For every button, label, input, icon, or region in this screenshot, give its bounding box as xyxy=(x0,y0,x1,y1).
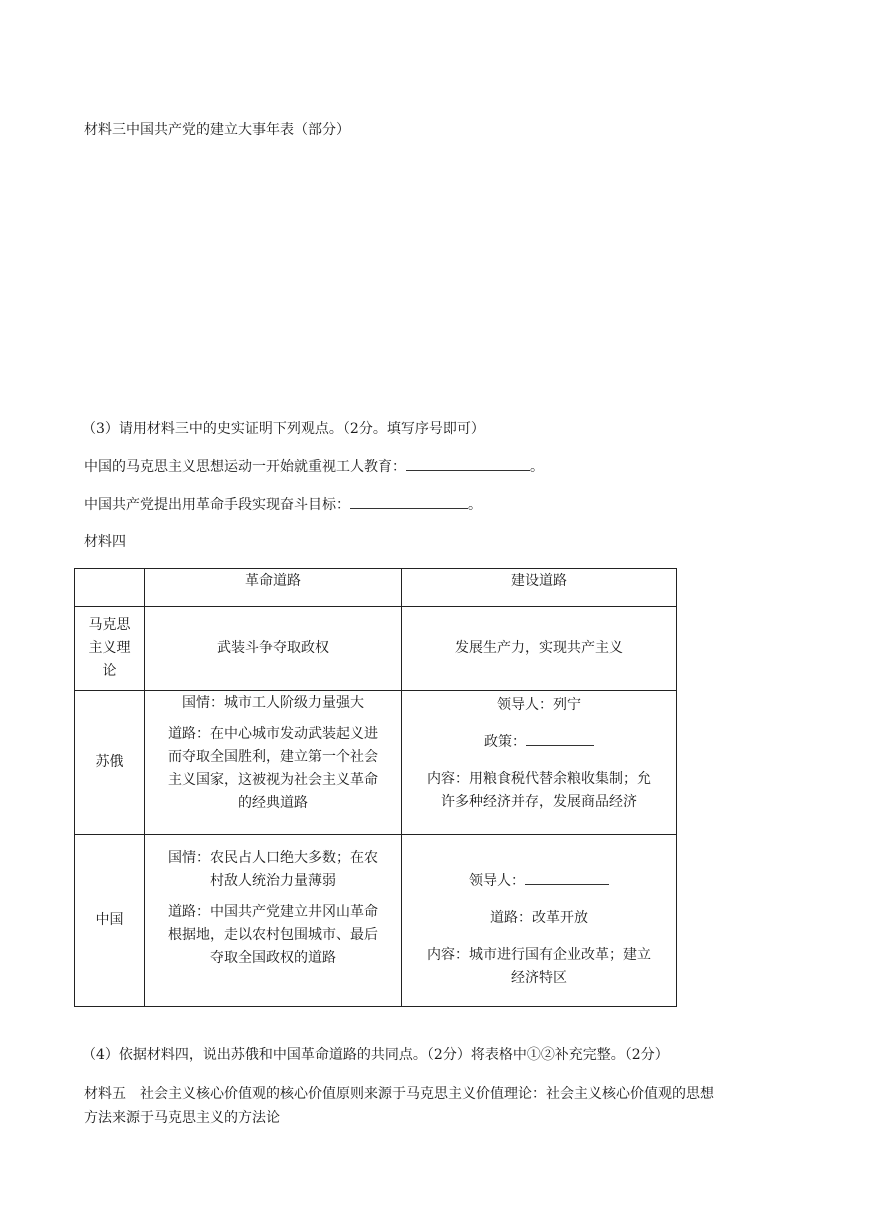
russia-content xyxy=(402,768,676,814)
material5-line: 方法来源于马克思主义的方法论 xyxy=(84,1110,280,1126)
q4-prompt: （4）依据材料四，说出苏俄和中国革命道路的共同点。（2分）将表格中①②补充完整。（2分） xyxy=(82,1047,669,1063)
china-road-line: 道路：中国共产党建立井冈山革命 xyxy=(168,904,378,920)
q3-line1-text: 中国的马克思主义思想运动一开始就重视工人教育： xyxy=(84,459,406,475)
q3-answer-blank-2[interactable] xyxy=(350,494,468,509)
material5-line: 材料五 社会主义核心价值观的核心价值原则来源于马克思主义价值理论：社会主义核心价值观的思想 xyxy=(84,1086,714,1102)
russia-road xyxy=(145,723,401,815)
material4-table xyxy=(74,568,677,1007)
china-road-reform: 道路：改革开放 xyxy=(490,910,588,926)
q3-answer-blank-1[interactable] xyxy=(406,456,530,471)
table-header-row xyxy=(75,569,677,607)
china-leader-blank[interactable] xyxy=(525,870,609,885)
material5 xyxy=(84,1082,784,1130)
russia-road-line: 而夺取全国胜利，建立第一个社会 xyxy=(168,749,378,765)
table-row-china xyxy=(75,835,677,1007)
russia-road-line: 的经典道路 xyxy=(238,795,308,811)
q3-end-mark-1: 。 xyxy=(530,459,544,475)
russia-policy-label: 政策： xyxy=(484,734,526,750)
russia-leader: 领导人：列宁 xyxy=(497,697,581,713)
russia-revolution-cell xyxy=(145,691,402,835)
china-condition xyxy=(145,847,401,893)
china-condition-line: 国情：农民占人口绝大多数；在农 xyxy=(168,850,378,866)
header-revolution: 革命道路 xyxy=(145,569,402,607)
china-construction-cell xyxy=(402,835,677,1007)
material4-title: 材料四 xyxy=(84,534,126,550)
russia-condition: 国情：城市工人阶级力量强大 xyxy=(182,695,364,711)
china-condition-line: 村敌人统治力量薄弱 xyxy=(210,873,336,889)
row-label-marx-line: 主义理 xyxy=(88,640,131,656)
china-road-line: 夺取全国政权的道路 xyxy=(210,950,336,966)
marx-revolution-cell: 武装斗争夺取政权 xyxy=(145,607,402,691)
q3-line2 xyxy=(84,494,482,515)
q3-line1 xyxy=(84,456,544,477)
russia-content-line: 内容：用粮食税代替余粮收集制；允 xyxy=(427,771,651,787)
marx-construction-cell: 发展生产力，实现共产主义 xyxy=(402,607,677,691)
row-label-marx xyxy=(75,607,145,691)
china-content-line: 内容：城市进行国有企业改革；建立 xyxy=(427,947,651,963)
header-empty-cell xyxy=(75,569,145,607)
row-label-china: 中国 xyxy=(75,835,145,1007)
russia-content-line: 许多种经济并存，发展商品经济 xyxy=(441,794,637,810)
china-leader-label: 领导人： xyxy=(469,873,525,889)
russia-road-line: 主义国家，这被视为社会主义革命 xyxy=(168,772,378,788)
row-label-marx-line: 马克思 xyxy=(88,617,131,633)
q3-line2-text: 中国共产党提出用革命手段实现奋斗目标： xyxy=(84,497,350,513)
russia-policy-blank[interactable] xyxy=(526,731,594,746)
q3-end-mark-2: 。 xyxy=(468,497,482,513)
table-row-marx xyxy=(75,607,677,691)
china-leader xyxy=(402,870,676,893)
russia-road-line: 道路：在中心城市发动武装起义进 xyxy=(168,726,378,742)
russia-policy xyxy=(402,731,676,754)
row-label-russia: 苏俄 xyxy=(75,691,145,835)
russia-construction-cell xyxy=(402,691,677,835)
q3-prompt: （3）请用材料三中的史实证明下列观点。（2分。填写序号即可） xyxy=(82,421,485,437)
table-row-russia xyxy=(75,691,677,835)
china-revolution-cell xyxy=(145,835,402,1007)
header-construction: 建设道路 xyxy=(402,569,677,607)
china-content-line: 经济特区 xyxy=(511,970,567,986)
china-road-line: 根据地，走以农村包围城市、最后 xyxy=(168,927,378,943)
row-label-marx-line: 论 xyxy=(102,663,117,679)
material3-title: 材料三中国共产党的建立大事年表（部分） xyxy=(84,122,350,138)
china-content xyxy=(402,944,676,990)
china-road xyxy=(145,901,401,970)
